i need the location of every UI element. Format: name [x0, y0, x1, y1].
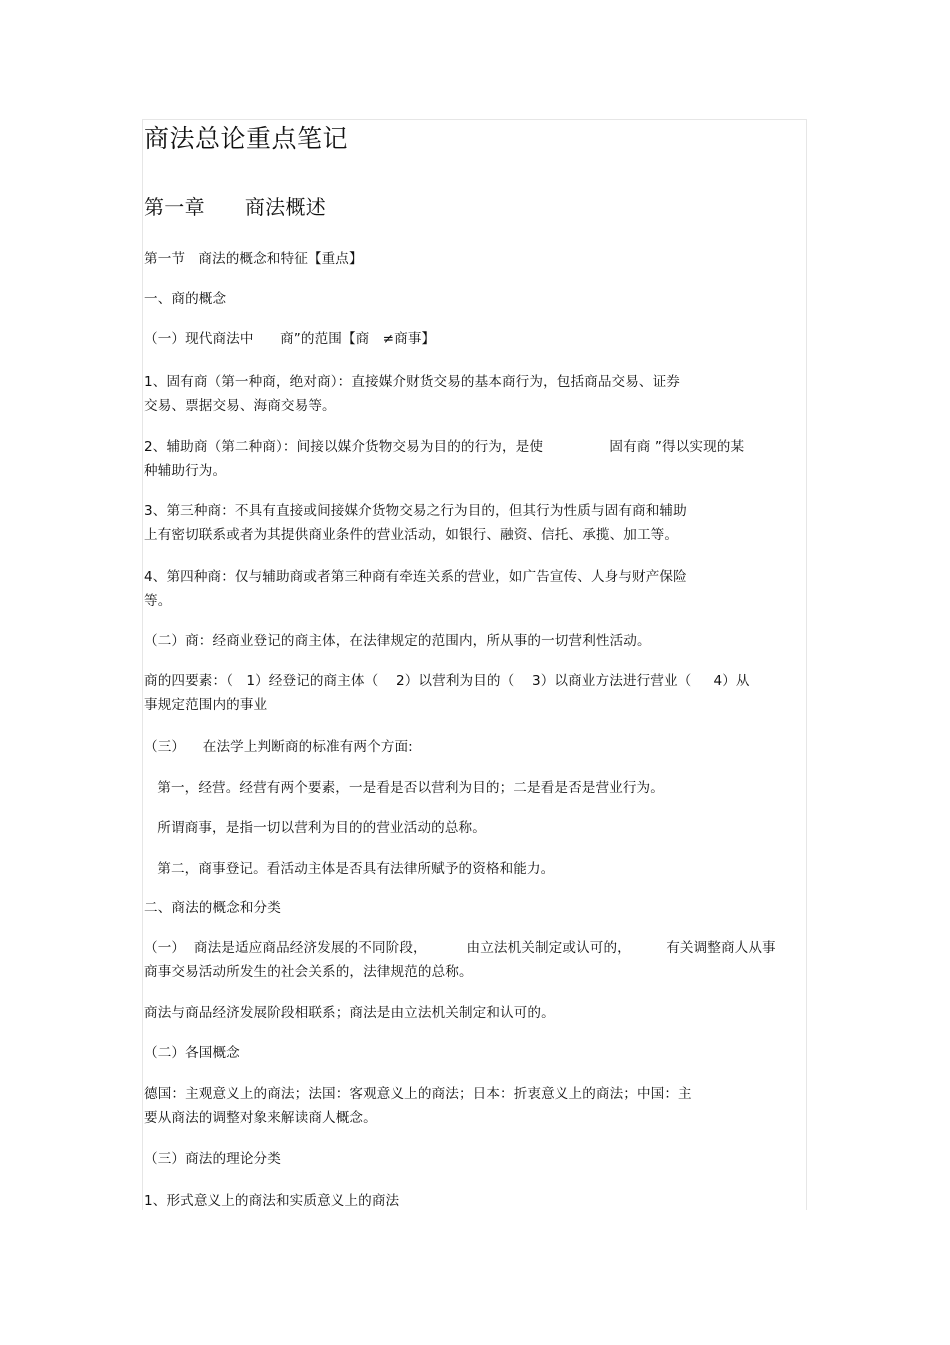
paragraph-line: 2、辅助商（第二种商）：间接以媒介货物交易为目的的行为，是使 固有商 ”得以实现的某: [144, 439, 745, 455]
document-title: 商法总论重点笔记: [144, 124, 349, 153]
paragraph-line: 上有密切联系或者为其提供商业条件的营业活动，如银行、融资、信托、承揽、加工等。: [144, 527, 679, 543]
subsection-heading: 一、商的概念: [144, 291, 227, 307]
paragraph-line: 商法与商品经济发展阶段相联系；商法是由立法机关制定和认可的。: [144, 1005, 555, 1021]
paragraph-line: 事规定范围内的事业: [144, 697, 268, 713]
paragraph-line: 种辅助行为。: [144, 463, 227, 479]
paragraph-line: （三） 在法学上判断商的标准有两个方面:: [144, 739, 413, 755]
paragraph-line: 商的四要素：（ 1）经登记的商主体（ 2）以营利为目的（ 3）以商业方法进行营业（ 4）从: [144, 673, 750, 689]
paragraph-line: 等。: [144, 593, 172, 609]
document-page: [142, 119, 807, 1210]
section-heading: 第一节 商法的概念和特征【重点】: [144, 251, 363, 267]
subsection-heading: 二、商法的概念和分类: [144, 900, 281, 916]
paragraph-line: 所谓商事，是指一切以营利为目的的营业活动的总称。: [144, 820, 486, 836]
paragraph-line: 德国：主观意义上的商法；法国：客观意义上的商法；日本：折衷意义上的商法；中国：主: [144, 1086, 692, 1102]
paragraph-line: 1、固有商（第一种商，绝对商）：直接媒介财货交易的基本商行为，包括商品交易、证券: [144, 374, 681, 390]
paragraph-line: 第一，经营。经营有两个要素，一是看是否以营利为目的；二是看是否是营业行为。: [144, 780, 664, 796]
paragraph-line: 商事交易活动所发生的社会关系的，法律规范的总称。: [144, 964, 473, 980]
paragraph-line: 第二，商事登记。看活动主体是否具有法律所赋予的资格和能力。: [144, 861, 555, 877]
paragraph-line: （三）商法的理论分类: [144, 1151, 281, 1167]
paragraph-line: 4、第四种商：仅与辅助商或者第三种商有牵连关系的营业，如广告宣传、人身与财产保险: [144, 569, 687, 585]
paragraph-line: （二）各国概念: [144, 1045, 240, 1061]
paragraph-line: 要从商法的调整对象来解读商人概念。: [144, 1110, 377, 1126]
paragraph-line: （二）商：经商业登记的商主体，在法律规定的范围内，所从事的一切营利性活动。: [144, 633, 651, 649]
paragraph-line: （一）现代商法中 商”的范围【商 ≠商事】: [144, 331, 436, 347]
paragraph-line: 3、第三种商：不具有直接或间接媒介货物交易之行为目的，但其行为性质与固有商和辅助: [144, 503, 687, 519]
paragraph-line: （一） 商法是适应商品经济发展的不同阶段， 由立法机关制定或认可的， 有关调整商人从事: [144, 940, 776, 956]
paragraph-line: 1、形式意义上的商法和实质意义上的商法: [144, 1193, 400, 1209]
paragraph-line: 交易、票据交易、海商交易等。: [144, 398, 336, 414]
chapter-heading: 第一章 商法概述: [144, 195, 327, 219]
